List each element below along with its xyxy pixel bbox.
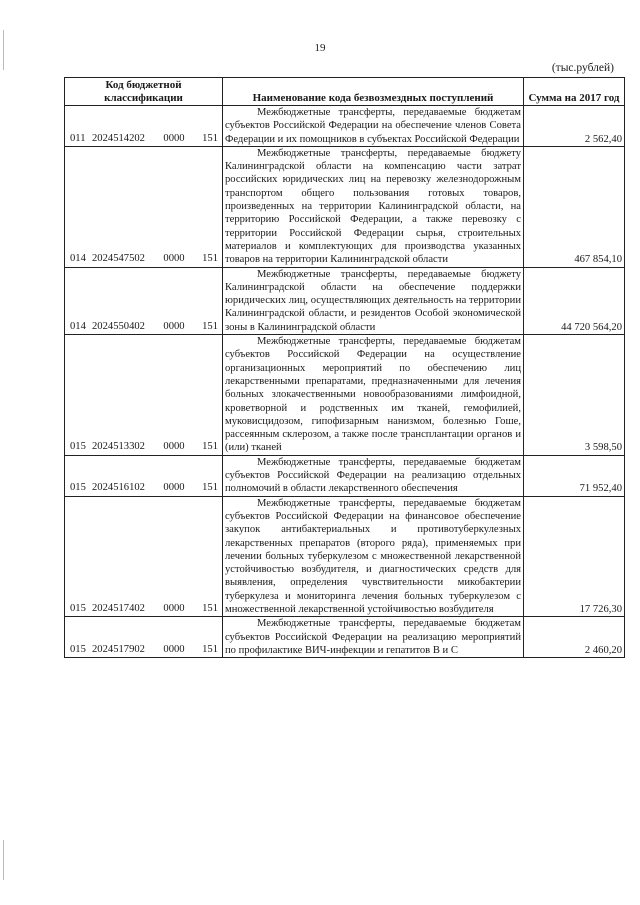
units-label: (тыс.рублей): [551, 62, 614, 74]
amount-cell: 2 562,40: [524, 106, 625, 147]
amount-cell: 3 598,50: [524, 335, 625, 456]
budget-code-cell: [65, 455, 223, 496]
main-code: 2024550402: [92, 320, 145, 332]
admin-code: 015: [70, 482, 86, 494]
description-text: Межбюджетные трансферты, передаваемые бюджету Калининградской области на компенсацию части затрат российских юридических лиц на перевозку железнодорожным транспортом общего пользования готовых товаров, произведенных на территории Калининградской области, на территорию Российской Федерации, а также перевозку с территории Российской Федерации сырья, строительных материалов и комплектующих для производства указанных товаров на территории Калининградской области: [225, 147, 521, 266]
description-cell: [223, 106, 524, 147]
description-text: Межбюджетные трансферты, передаваемые бюджетам субъектов Российской Федерации на обеспечение членов Совета Федерации и их помощников в субъектах Российской Федерации: [225, 107, 521, 145]
main-code: 2024514202: [92, 132, 145, 144]
amount-cell: 17 726,30: [524, 496, 625, 617]
budget-code-cell: [65, 496, 223, 617]
amount-cell: 44 720 564,20: [524, 267, 625, 334]
budget-code-cell: [65, 146, 223, 267]
class-code: 151: [202, 441, 218, 453]
header-sum: Сумма на 2017 год: [524, 78, 625, 106]
class-code: 151: [202, 253, 218, 265]
table-row: [65, 146, 625, 267]
table-header-row: [65, 78, 625, 106]
admin-code: 015: [70, 602, 86, 614]
scan-margin-mark: [3, 840, 4, 880]
table-row: [65, 455, 625, 496]
sub-code: 0000: [163, 441, 185, 453]
admin-code: 015: [70, 643, 86, 655]
description-cell: [223, 146, 524, 267]
description-cell: [223, 335, 524, 456]
class-code: 151: [202, 482, 218, 494]
description-text: Межбюджетные трансферты, передаваемые бюджетам субъектов Российской Федерации на осуществление организационных мероприятий по обеспечению лиц лекарственными препаратами, предназначенными для лечения больных злокачественными новообразованиями лимфоидной, кроветворной и родственных им тканей, гемофилией, муковисцидозом, гипофизарным нанизмом, болезнью Гоше, рассеянным склерозом, а также после трансплантации органов и (или) тканей: [225, 336, 521, 454]
main-code: 2024516102: [92, 482, 145, 494]
budget-code-cell: [65, 617, 223, 658]
description-text: Межбюджетные трансферты, передаваемые бюджету Калининградской области на обеспечение поддержки юридических лиц, осуществляющих деятельность на территории Калининградской области, и резидентов Особой экономической зоны в Калининградской области: [225, 268, 521, 333]
table-row: [65, 267, 625, 334]
description-cell: [223, 496, 524, 617]
sub-code: 0000: [163, 643, 185, 655]
description-text: Межбюджетные трансферты, передаваемые бюджетам субъектов Российской Федерации на реализацию мероприятий по профилактике ВИЧ-инфекции и гепатитов В и С: [225, 618, 521, 656]
sub-code: 0000: [163, 253, 185, 265]
description-cell: [223, 617, 524, 658]
budget-code-cell: [65, 335, 223, 456]
main-code: 2024513302: [92, 441, 145, 453]
budget-code-cell: [65, 267, 223, 334]
amount-cell: 71 952,40: [524, 455, 625, 496]
table-row: [65, 335, 625, 456]
main-code: 2024517902: [92, 643, 145, 655]
admin-code: 015: [70, 441, 86, 453]
amount-cell: 467 854,10: [524, 146, 625, 267]
table-row: [65, 496, 625, 617]
budget-table: [64, 77, 625, 658]
description-text: Межбюджетные трансферты, передаваемые бюджетам субъектов Российской Федерации на финансовое обеспечение закупок антибактериальных и противотуберкулезных лекарственных препаратов (второго ряда), применяемых при лечении больных туберкулезом с множественной лекарственной устойчивостью возбудителя, и диагностических средств для выявления, определения чувствительности микобактерии туберкулеза и мониторинга лечения больных туберкулезом с множественной лекарственной устойчивостью возбудителя: [225, 497, 521, 615]
main-code: 2024517402: [92, 602, 145, 614]
page-number: 19: [314, 42, 326, 54]
class-code: 151: [202, 132, 218, 144]
amount-cell: 2 460,20: [524, 617, 625, 658]
sub-code: 0000: [163, 602, 185, 614]
sub-code: 0000: [163, 320, 185, 332]
budget-code-cell: [65, 106, 223, 147]
class-code: 151: [202, 602, 218, 614]
class-code: 151: [202, 320, 218, 332]
header-name: Наименование кода безвозмездных поступлений: [223, 78, 524, 106]
class-code: 151: [202, 643, 218, 655]
description-cell: [223, 455, 524, 496]
table-row: [65, 617, 625, 658]
sub-code: 0000: [163, 132, 185, 144]
sub-code: 0000: [163, 482, 185, 494]
main-code: 2024547502: [92, 253, 145, 265]
description-text: Межбюджетные трансферты, передаваемые бюджетам субъектов Российской Федерации на реализацию отдельных полномочий в области лекарственного обеспечения: [225, 456, 521, 495]
admin-code: 011: [70, 132, 86, 144]
admin-code: 014: [70, 320, 86, 332]
table-row: [65, 106, 625, 147]
admin-code: 014: [70, 253, 86, 265]
header-code: Код бюджетной классификации: [65, 78, 223, 106]
description-cell: [223, 267, 524, 334]
